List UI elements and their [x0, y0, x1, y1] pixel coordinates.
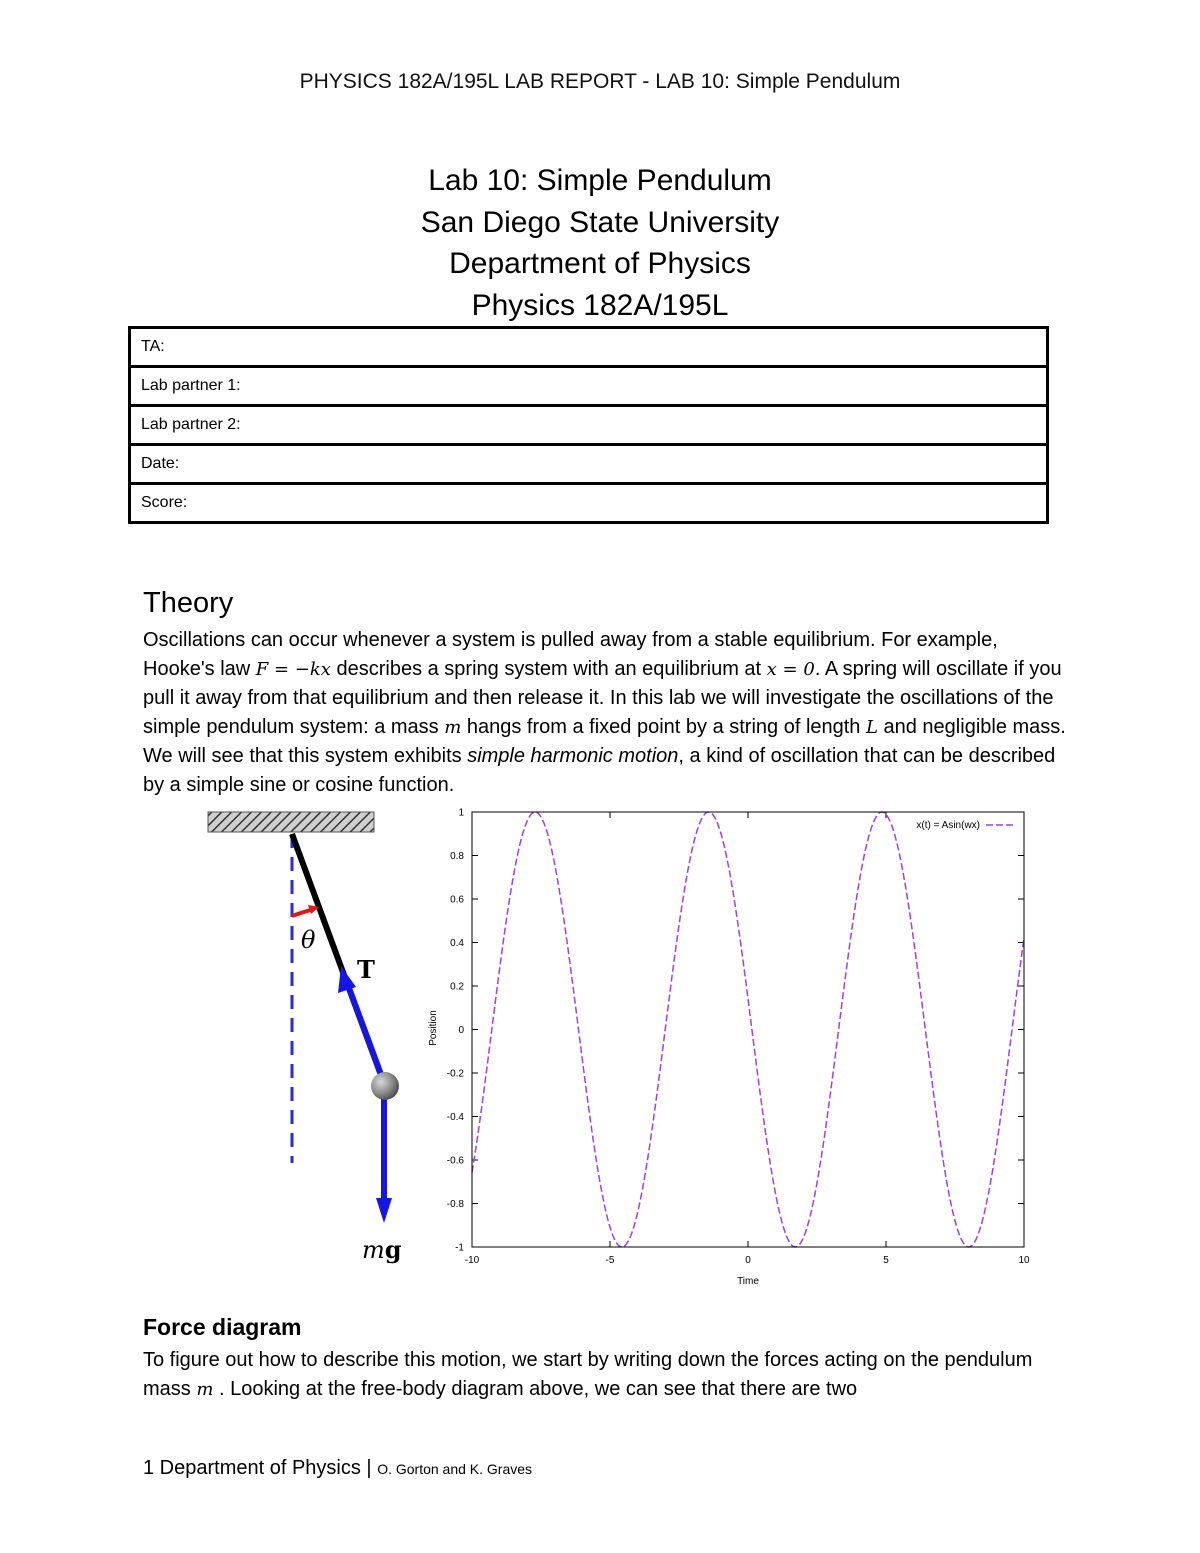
course-name: Physics 182A/195L [471, 288, 729, 322]
theory-text-2: describes a spring system with an equilibrium at [330, 657, 767, 680]
sine-plot [420, 800, 1040, 1290]
theory-text-4: hangs from a fixed point by a string of length [461, 715, 866, 738]
y-tick-label: -0.8 [446, 1199, 464, 1210]
x-tick-label: 5 [883, 1255, 889, 1266]
y-tick-label: -0.4 [446, 1112, 464, 1123]
y-tick-label: 0.4 [450, 938, 464, 949]
theory-paragraph [143, 626, 1073, 800]
tick-layer [447, 808, 1030, 1267]
weight-label [362, 1235, 402, 1264]
table-row [130, 406, 1048, 445]
mass-symbol-2: m [196, 1378, 214, 1400]
lab-partner-1-field[interactable]: Lab partner 1: [130, 367, 1048, 406]
length-symbol: L [866, 716, 878, 738]
plot-frame [472, 812, 1024, 1247]
force-diagram-paragraph [143, 1346, 1063, 1404]
y-tick-label: -0.6 [446, 1155, 464, 1167]
footer-page-label: 1 Department of Physics | [143, 1457, 378, 1479]
hooke-equation: F = −kx [255, 658, 331, 680]
footer-authors: O. Gorton and K. Graves [377, 1461, 533, 1477]
department-name: Department of Physics [449, 247, 751, 280]
page-footer [143, 1457, 532, 1480]
y-tick-label: 0.2 [450, 981, 464, 993]
ta-field[interactable]: TA: [130, 328, 1048, 367]
lab-partner-2-field[interactable]: Lab partner 2: [130, 406, 1048, 445]
pendulum-bob [371, 1072, 399, 1100]
x-tick-label: -5 [605, 1255, 615, 1266]
weight-label-mass: m [362, 1236, 385, 1264]
force-text-1: To figure out how to describe this motion, we start by writing down the forces acting on the pendulum mass [143, 1349, 1033, 1400]
university-name: San Diego State University [420, 205, 780, 239]
theta-label: θ [301, 926, 316, 954]
info-table [128, 326, 1049, 524]
legend-label: x(t) = Asin(wx) [916, 820, 980, 831]
y-tick-label: 0 [458, 1025, 464, 1036]
weight-label-gravity: g [384, 1235, 402, 1264]
table-row [130, 484, 1048, 523]
date-field[interactable]: Date: [130, 445, 1048, 484]
y-tick-label: -0.2 [446, 1068, 464, 1080]
x-axis-label: Time [737, 1276, 759, 1287]
lab-title: Lab 10: Simple Pendulum [428, 164, 772, 197]
equilibrium-equation: x = 0 [766, 658, 815, 680]
title-block [0, 160, 1200, 326]
theory-heading: Theory [143, 587, 234, 619]
weight-arrowhead [376, 1198, 392, 1223]
ceiling-support [208, 812, 374, 832]
table-row [130, 328, 1048, 367]
running-header: PHYSICS 182A/195L LAB REPORT - LAB 10: Simple Pendulum [299, 70, 901, 93]
series-layer [472, 812, 1024, 1247]
y-tick-label: 0.6 [450, 894, 464, 906]
force-text-2: . Looking at the free-body diagram above, we can see that there are two [213, 1377, 858, 1400]
x-tick-label: 0 [745, 1255, 751, 1266]
x-tick-label: -10 [464, 1255, 480, 1266]
score-field[interactable]: Score: [130, 484, 1048, 523]
legend [916, 820, 1016, 831]
series-line [472, 812, 1024, 1247]
theory-text-1: Oscillations can occur whenever a system is pulled away from a stable equilibrium. For example, Hooke's law [143, 629, 998, 680]
tension-label: T [357, 955, 375, 984]
tension-vector [349, 988, 383, 1080]
theory-text-5: and negligible mass. We will see that this system exhibits [143, 715, 1066, 768]
pendulum-diagram [195, 808, 420, 1273]
y-tick-label: -1 [455, 1242, 464, 1254]
force-diagram-heading: Force diagram [143, 1314, 302, 1340]
y-tick-label: 0.8 [450, 851, 464, 862]
y-axis-label: Position [428, 1010, 439, 1046]
tension-arrowhead [338, 966, 356, 993]
mass-symbol: m [444, 716, 462, 738]
x-tick-label: 10 [1018, 1255, 1030, 1266]
theory-text-6: , a kind of oscillation that can be described by a simple sine or cosine function. [143, 745, 1056, 796]
table-row [130, 367, 1048, 406]
y-tick-label: 1 [458, 807, 464, 819]
table-row [130, 445, 1048, 484]
theory-text-3: . A spring will oscillate if you pull it away from that equilibrium and then release it. In this lab we will investigate the oscillations of the simple pendulum system: a mass [143, 657, 1062, 738]
shm-term: simple harmonic motion [467, 745, 679, 768]
